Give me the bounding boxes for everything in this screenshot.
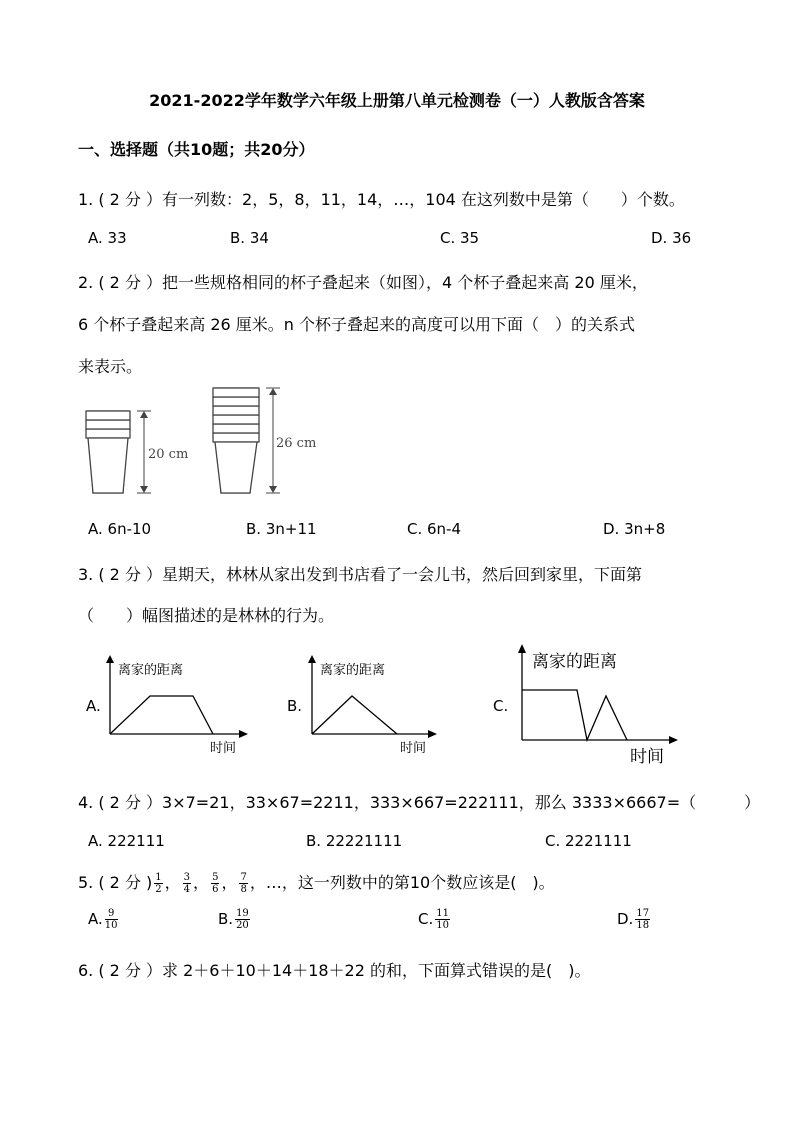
cups-figure bbox=[80, 385, 340, 500]
q5-suffix: ，…，这一列数中的第10个数应该是( )。 bbox=[249, 873, 555, 892]
q2-option-d[interactable]: D. 3n+8 bbox=[603, 520, 666, 538]
question-2-line-2: 6 个杯子叠起来高 26 厘米。n 个杯子叠起来的高度可以用下面（ ）的关系式 bbox=[78, 315, 636, 334]
cups-label-20cm: 20 cm bbox=[148, 447, 189, 462]
q3-option-b[interactable]: B. bbox=[287, 697, 303, 715]
q5-seq-fraction-2: $\frac{3}{4}$ bbox=[183, 872, 191, 895]
section-heading: 一、选择题（共10题；共20分） bbox=[78, 140, 315, 159]
q5-seq-fraction-4: $\frac{7}{8}$ bbox=[240, 872, 247, 895]
q5-seq-fraction-3: $\frac{5}{6}$ bbox=[212, 872, 219, 895]
question-2-line-1: 2. ( 2 分 ）把一些规格相同的杯子叠起来（如图），4 个杯子叠起来高 20 厘米， bbox=[78, 273, 648, 292]
q4-option-b[interactable]: B. 22221111 bbox=[306, 832, 403, 850]
q1-option-d[interactable]: D. 36 bbox=[651, 229, 692, 247]
q2-option-a[interactable]: A. 6n-10 bbox=[88, 520, 152, 538]
graph-c bbox=[512, 640, 692, 770]
question-6: 6. ( 2 分 ）求 2＋6＋10＋14＋18＋22 的和，下面算式错误的是( )。 bbox=[78, 961, 591, 980]
graph-a-xlabel: 时间 bbox=[210, 741, 237, 756]
cups-label-26cm: 26 cm bbox=[276, 436, 317, 451]
graph-a bbox=[100, 652, 260, 757]
q2-option-b[interactable]: B. 3n+11 bbox=[246, 520, 317, 538]
graph-b-ylabel: 离家的距离 bbox=[320, 663, 386, 678]
q2-option-c[interactable]: C. 6n-4 bbox=[407, 520, 462, 538]
q3-option-c[interactable]: C. bbox=[493, 697, 509, 715]
graph-b-xlabel: 时间 bbox=[400, 741, 427, 756]
graph-b bbox=[302, 652, 462, 757]
question-5: 5. ( 2 分 ) $\frac{1}{2}$ ， $\frac{3}{4}$ ， $\frac{5}{6}$ ， $\frac{7}{8}$ ，…，这一列数中的第10个数应该是( )。 bbox=[78, 872, 555, 895]
page-title: 2021-2022学年数学六年级上册第八单元检测卷（一）人教版含答案 bbox=[149, 91, 645, 110]
question-4: 4. ( 2 分 ）3×7=21，33×67=2211，333×667=222111，那么 3333×6667=（ ） bbox=[78, 793, 761, 812]
graph-a-ylabel: 离家的距离 bbox=[118, 663, 184, 678]
question-1: 1. ( 2 分 ）有一列数：2，5，8，11，14，…，104 在这列数中是第（ ）个数。 bbox=[78, 190, 685, 209]
question-3-line-2: （ ）幅图描述的是林林的行为。 bbox=[78, 606, 335, 625]
question-3-line-1: 3. ( 2 分 ）星期天，林林从家出发到书店看了一会儿书，然后回到家里，下面第 bbox=[78, 565, 643, 584]
q1-option-a[interactable]: A. 33 bbox=[88, 229, 127, 247]
q4-option-c[interactable]: C. 2221111 bbox=[545, 832, 632, 850]
graph-c-xlabel: 时间 bbox=[630, 747, 664, 767]
q5-option-d[interactable]: D. $\frac{17}{18}$ bbox=[617, 908, 650, 931]
q5-seq-fraction-1: $\frac{1}{2}$ bbox=[155, 872, 162, 895]
question-2-line-3: 来表示。 bbox=[78, 357, 143, 376]
graph-c-ylabel: 离家的距离 bbox=[532, 652, 617, 672]
q5-option-c[interactable]: C. $\frac{11}{10}$ bbox=[418, 908, 449, 931]
q3-option-a[interactable]: A. bbox=[86, 697, 101, 715]
q1-option-b[interactable]: B. 34 bbox=[230, 229, 269, 247]
q4-option-a[interactable]: A. 222111 bbox=[88, 832, 165, 850]
q5-option-b[interactable]: B. $\frac{19}{20}$ bbox=[218, 908, 249, 931]
q5-option-a[interactable]: A. $\frac{9}{10}$ bbox=[88, 908, 118, 931]
q5-prefix: 5. ( 2 分 ) bbox=[78, 873, 153, 892]
q1-option-c[interactable]: C. 35 bbox=[440, 229, 480, 247]
